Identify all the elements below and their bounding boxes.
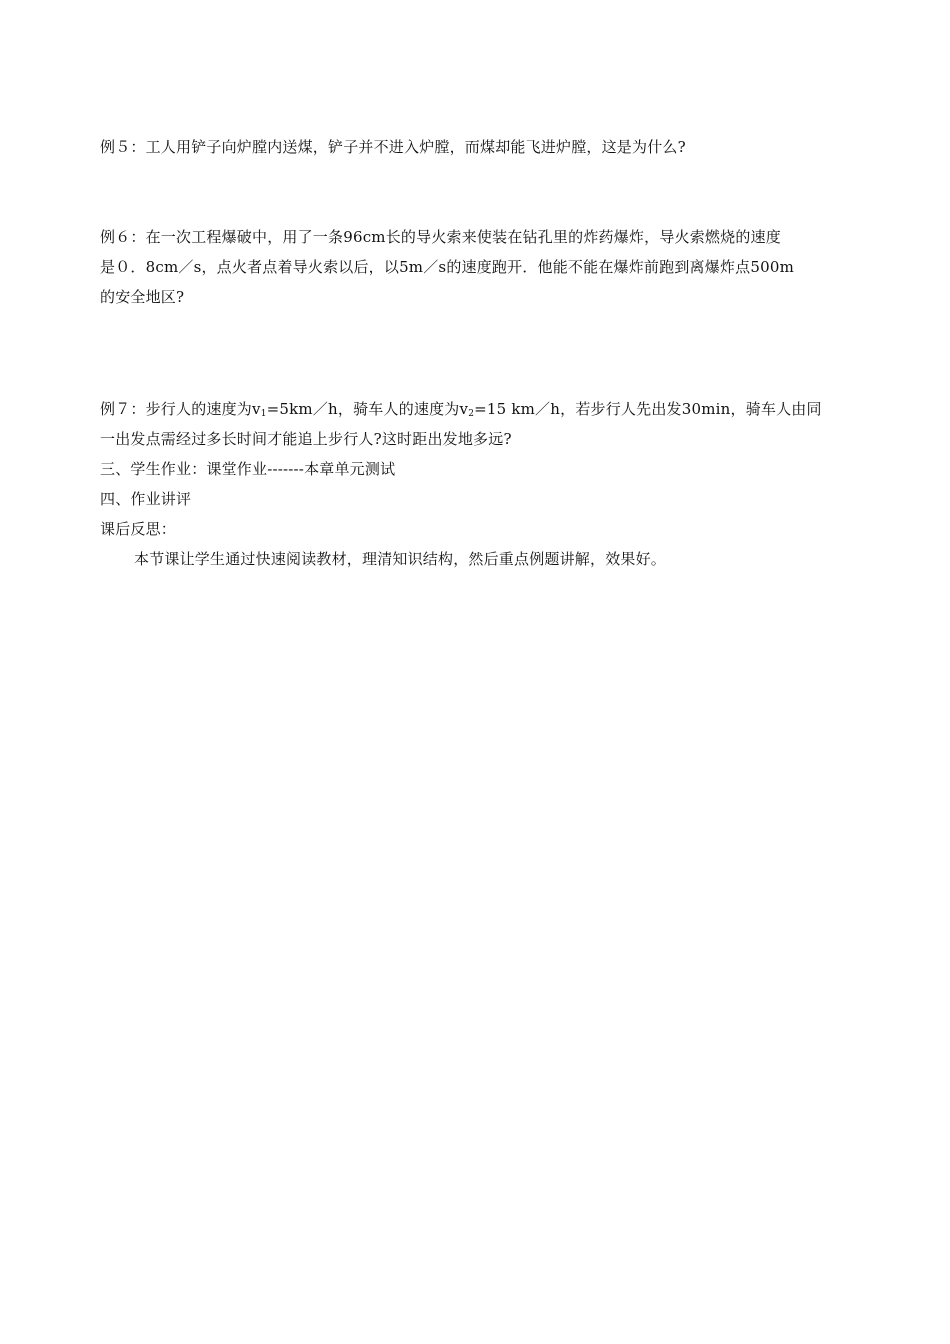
example-6-line-2: 是０．8cm／s，点火者点着导火索以后，以5m／s的速度跑开．他能不能在爆炸前跑到离爆炸点500m	[100, 258, 794, 276]
example-6-line-1: 例６：在一次工程爆破中，用了一条96cm长的导火索来使装在钻孔里的炸药爆炸，导火索燃烧的速度	[100, 228, 781, 246]
example-7-text-a: 例７：步行人的速度为v	[100, 400, 261, 418]
subscript-1: 1	[260, 409, 267, 419]
reflection-text: 本节课让学生通过快速阅读教材，理清知识结构，然后重点例题讲解，效果好。	[134, 550, 667, 568]
example-7-line-2: 一出发点需经过多长时间才能追上步行人?这时距出发地多远?	[100, 430, 512, 448]
example-7-line-1	[100, 394, 860, 424]
section-3-homework: 三、学生作业：课堂作业-------本章单元测试	[100, 460, 396, 478]
example-7-text-b: =5km／h，骑车人的速度为v	[266, 400, 469, 418]
reflection-label: 课后反思：	[100, 520, 177, 538]
example-6	[100, 222, 860, 312]
example-6-line-3: 的安全地区?	[100, 288, 185, 306]
section-4-review: 四、作业讲评	[100, 490, 192, 508]
example-5	[100, 132, 860, 162]
example-7-text-c: =15 km／h，若步行人先出发30min，骑车人由同	[474, 400, 822, 418]
example-7	[100, 394, 860, 574]
subscript-2: 2	[468, 409, 475, 419]
example-5-line-1: 例５：工人用铲子向炉膛内送煤，铲子并不进入炉膛，而煤却能飞进炉膛，这是为什么?	[100, 138, 686, 156]
